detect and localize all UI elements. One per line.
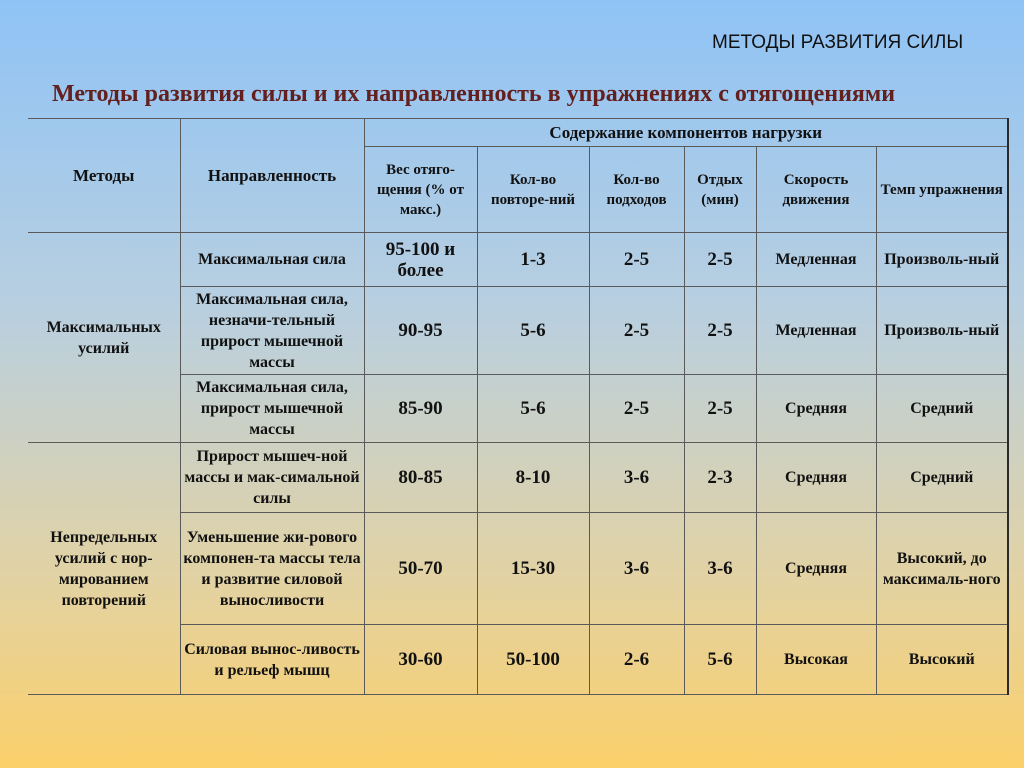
weight-cell: 30-60	[364, 625, 477, 695]
header-tempo: Темп упражнения	[876, 147, 1008, 233]
header-load-components: Содержание компонентов нагрузки	[364, 119, 1008, 147]
speed-cell: Медленная	[756, 287, 876, 375]
direction-cell: Максимальная сила, прирост мышечной массы	[180, 375, 364, 443]
reps-cell: 5-6	[477, 287, 589, 375]
sets-cell: 3-6	[589, 513, 684, 625]
rest-cell: 2-5	[684, 287, 756, 375]
direction-cell: Силовая вынос-ливость и рельеф мышц	[180, 625, 364, 695]
reps-cell: 1-3	[477, 233, 589, 287]
speed-cell: Средняя	[756, 443, 876, 513]
sets-cell: 2-6	[589, 625, 684, 695]
method-submax-effort: Непредельных усилий с нор-мированием повторений	[28, 443, 180, 695]
reps-cell: 5-6	[477, 375, 589, 443]
page-title: Методы развития силы и их направленность в упражнениях с отягощениями	[52, 81, 896, 107]
speed-cell: Средняя	[756, 375, 876, 443]
header-methods: Методы	[28, 119, 180, 233]
tempo-cell: Произволь-ный	[876, 233, 1008, 287]
header-weight: Вес отяго-щения (% от макс.)	[364, 147, 477, 233]
weight-cell: 80-85	[364, 443, 477, 513]
reps-cell: 8-10	[477, 443, 589, 513]
method-max-effort: Максимальных усилий	[28, 233, 180, 443]
methods-table	[28, 118, 1009, 695]
tempo-cell: Высокий, до максималь-ного	[876, 513, 1008, 625]
top-label: МЕТОДЫ РАЗВИТИЯ СИЛЫ	[712, 32, 964, 53]
direction-cell: Максимальная сила, незначи-тельный прирост мышечной массы	[180, 287, 364, 375]
sets-cell: 2-5	[589, 375, 684, 443]
direction-cell: Прирост мышеч-ной массы и мак-симальной силы	[180, 443, 364, 513]
tempo-cell: Высокий	[876, 625, 1008, 695]
header-direction: Направленность	[180, 119, 364, 233]
rest-cell: 5-6	[684, 625, 756, 695]
header-speed: Скорость движения	[756, 147, 876, 233]
rest-cell: 2-3	[684, 443, 756, 513]
rest-cell: 3-6	[684, 513, 756, 625]
speed-cell: Медленная	[756, 233, 876, 287]
weight-cell: 90-95	[364, 287, 477, 375]
sets-cell: 2-5	[589, 287, 684, 375]
rest-cell: 2-5	[684, 375, 756, 443]
speed-cell: Средняя	[756, 513, 876, 625]
sets-cell: 3-6	[589, 443, 684, 513]
reps-cell: 50-100	[477, 625, 589, 695]
table-row	[28, 233, 1008, 287]
weight-cell: 50-70	[364, 513, 477, 625]
table-row	[28, 443, 1008, 513]
header-sets: Кол-во подходов	[589, 147, 684, 233]
tempo-cell: Средний	[876, 375, 1008, 443]
rest-cell: 2-5	[684, 233, 756, 287]
tempo-cell: Средний	[876, 443, 1008, 513]
tempo-cell: Произволь-ный	[876, 287, 1008, 375]
speed-cell: Высокая	[756, 625, 876, 695]
weight-cell: 85-90	[364, 375, 477, 443]
weight-cell: 95-100 и более	[364, 233, 477, 287]
header-rest: Отдых (мин)	[684, 147, 756, 233]
reps-cell: 15-30	[477, 513, 589, 625]
sets-cell: 2-5	[589, 233, 684, 287]
header-reps: Кол-во повторе-ний	[477, 147, 589, 233]
direction-cell: Уменьшение жи-рового компонен-та массы тела и развитие силовой выносливости	[180, 513, 364, 625]
direction-cell: Максимальная сила	[180, 233, 364, 287]
